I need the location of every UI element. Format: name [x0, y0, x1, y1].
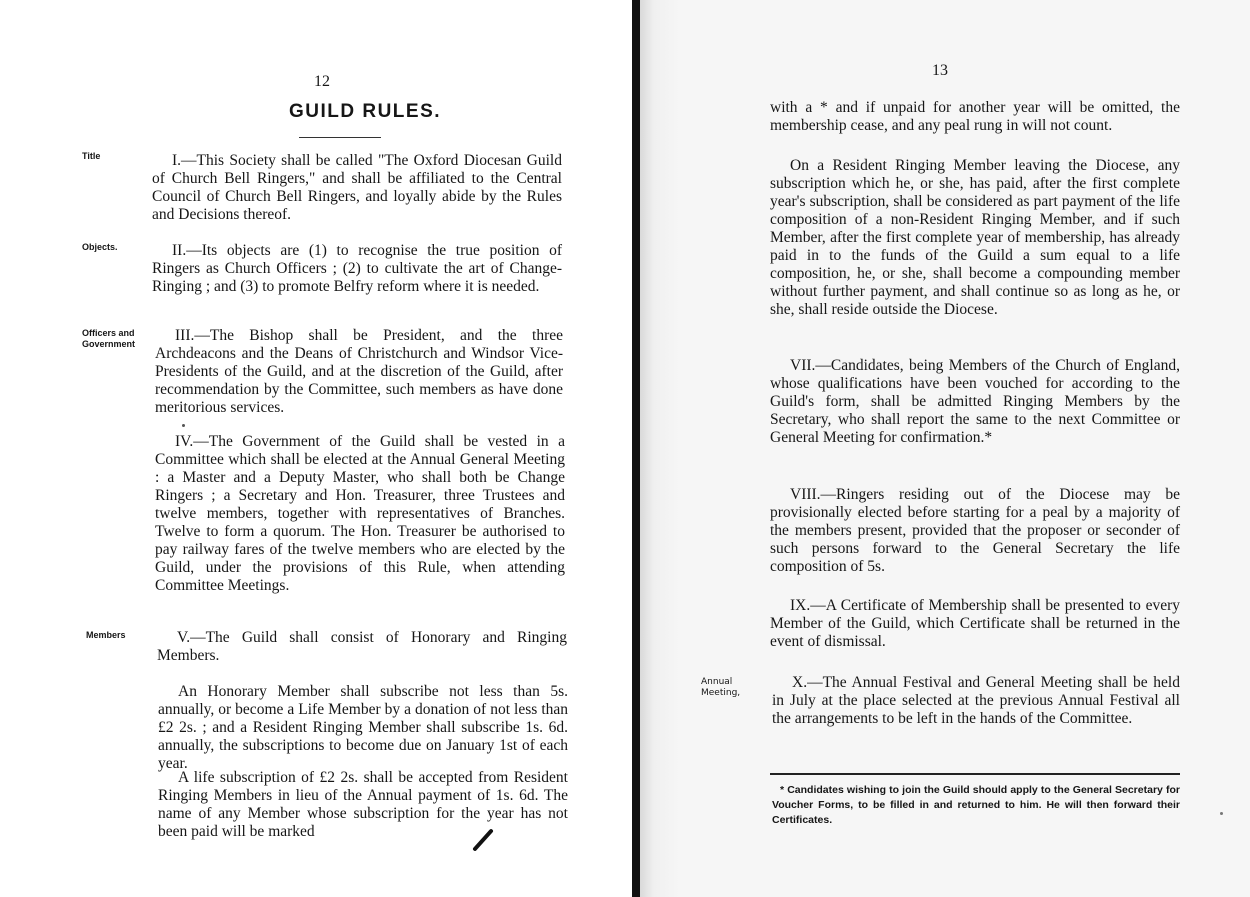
rule-8-paragraph: VIII.—Ringers residing out of the Diocese may be provisionally elected before starting for a peal by a majority of the members present, provided that the proposer or seconder of such persons forward to the General Secretary the life composition of 5s.: [770, 486, 1180, 575]
margin-note-title: Title: [82, 151, 101, 161]
margin-note-members: Members: [86, 630, 126, 640]
rule-7-paragraph: VII.—Candidates, being Members of the Church of England, whose qualifications have been vouched for according to the Guild's form, shall be admitted Ringing Members by the Secretary, who shall report the same to the next Committee or General Meeting for confirmation.*: [770, 357, 1180, 446]
rule-9-paragraph: IX.—A Certificate of Membership shall be presented to every Member of the Guild, which Certificate shall be returned in the event of dismissal.: [770, 597, 1180, 650]
title-rule: [299, 137, 381, 138]
page-number: 12: [314, 73, 330, 90]
honorary-member-paragraph: An Honorary Member shall subscribe not less than 5s. annually, or become a Life Member by a donation of not less than £2 2s. ; and a Resident Ringing Member shall subscribe 1s. 6d. annually, the subscriptions to become due on January 1st of each year.: [158, 683, 568, 772]
page-title: GUILD RULES.: [288, 101, 442, 122]
margin-note-annual-meeting: Annual Meeting,: [701, 677, 741, 698]
right-page: [640, 0, 1250, 897]
book-spine: [632, 0, 640, 897]
paper-speck: [1220, 812, 1223, 815]
footnote-rule: [770, 773, 1180, 775]
resident-member-paragraph: On a Resident Ringing Member leaving the Diocese, any subscription which he, or she, has paid, after the first complete year's subscription, shall be considered as part payment of the life composition of a non-Resident Ringing Member, and if such Member, after the first complete year of membership, has already paid in to the funds of the Guild a sum equal to a life composition, he, or she, shall become a compounding member without further payment, and shall continue so as long as he, or she, shall reside outside the Diocese.: [770, 157, 1180, 318]
rule-5-paragraph: V.—The Guild shall consist of Honorary and Ringing Members.: [157, 629, 567, 664]
margin-note-objects: Objects.: [82, 242, 118, 252]
rule-3-paragraph: III.—The Bishop shall be President, and the three Archdeacons and the Deans of Christchurch and Windsor Vice-Presidents of the Guild, and at the discretion of the Guild, after recommendation by the Committee, such members as have done meritorious services.: [155, 327, 563, 416]
rule-1-paragraph: I.—This Society shall be called "The Oxford Diocesan Guild of Church Bell Ringers," and shall be affiliated to the Central Council of Church Bell Ringers, and loyally abide by the Rules and Decisions thereof.: [152, 152, 562, 223]
continued-paragraph: with a * and if unpaid for another year will be omitted, the membership cease, and any peal rung in will not count.: [770, 99, 1180, 134]
life-subscription-paragraph: A life subscription of £2 2s. shall be accepted from Resident Ringing Members in lieu of the Annual payment of 1s. 6d. The name of any Member whose subscription for the year has not been paid will be marked: [158, 769, 568, 840]
rule-4-paragraph: IV.—The Government of the Guild shall be vested in a Committee which shall be elected at the Annual General Meeting : a Master and a Deputy Master, who shall both be Change Ringers ; a Secretary and Hon. Treasurer, three Trustees and twelve members, together with representatives of Branches. Twelve to form a quorum. The Hon. Treasurer be authorised to pay railway fares of the twelve members who are elected by the Guild, under the provisions of this Rule, when attending Committee Meetings.: [155, 433, 565, 594]
footnote: * Candidates wishing to join the Guild should apply to the General Secretary for Voucher Forms, to be filled in and returned to him. He will then forward their Certificates.: [772, 784, 1180, 826]
page-number: 13: [932, 62, 948, 79]
rule-2-paragraph: II.—Its objects are (1) to recognise the true position of Ringers as Church Officers ; (2) to cultivate the art of Change-Ringing ; and (3) to promote Belfry reform where it is needed.: [152, 242, 562, 295]
paper-speck: [182, 424, 185, 427]
rule-10-paragraph: X.—The Annual Festival and General Meeting shall be held in July at the place selected at the previous Annual Festival all the arrangements to be left in the hands of the Committee.: [772, 674, 1180, 727]
margin-note-officers: Officers and Government: [82, 328, 136, 349]
